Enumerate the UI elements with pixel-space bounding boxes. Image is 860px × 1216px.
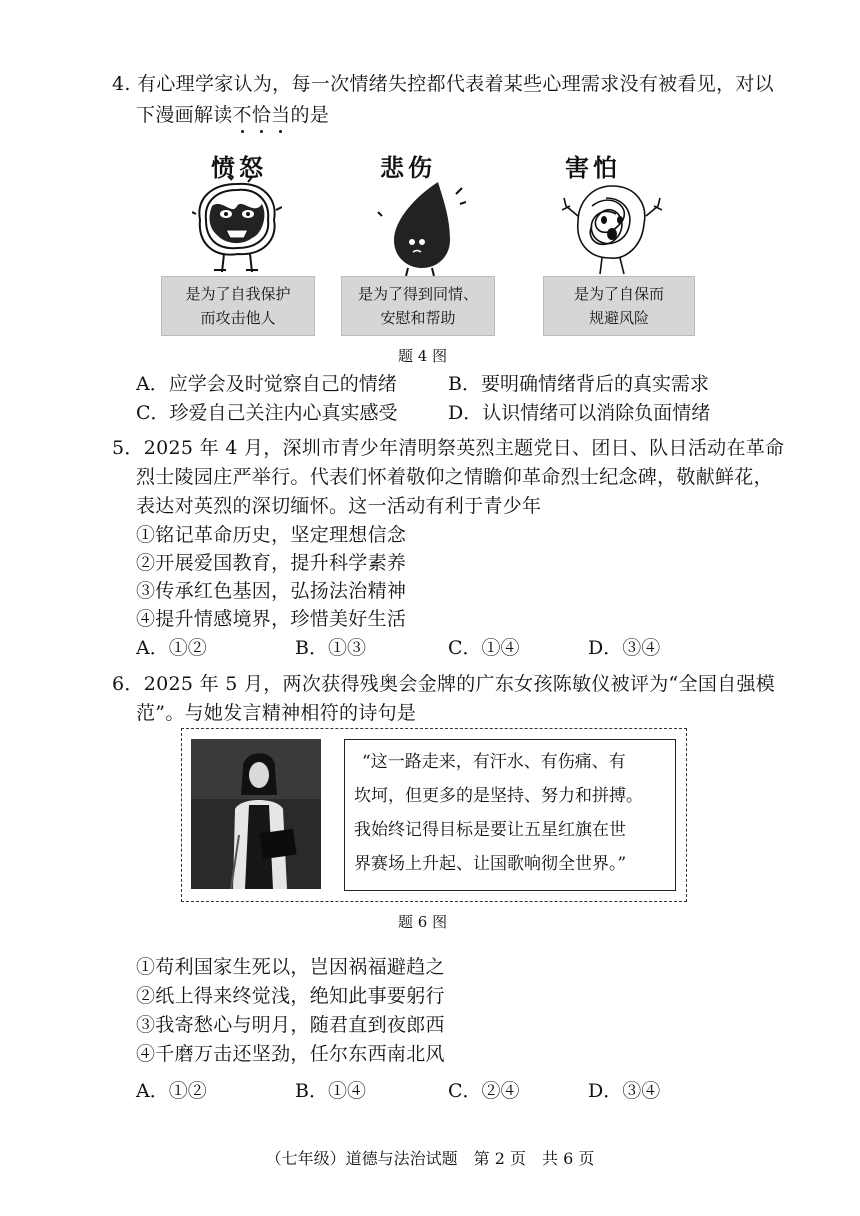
fear-title: 害怕 (565, 154, 621, 182)
q4-option-d[interactable]: D．认识情绪可以消除负面情绪 (448, 402, 711, 424)
fear-caption-line2: 规避风险 (588, 309, 649, 327)
q5-stem-line2: 烈士陵园庄严举行。代表们怀着敬仰之情瞻仰革命烈士纪念碑，敬献鲜花， (136, 466, 773, 488)
q5-item-3: ③传承红色基因，弘扬法治精神 (136, 580, 407, 602)
sadness-caption-line1: 是为了得到同情、 (357, 285, 478, 303)
q4-emph-char: 当 (271, 104, 290, 126)
q6-item-3: ③我寄愁心与明月，随君直到夜郎西 (136, 1014, 445, 1036)
quote-line-4: 界赛场上升起、让国歌响彻全世界。” (354, 854, 627, 874)
q4-option-b[interactable]: B．要明确情绪背后的真实需求 (448, 373, 709, 395)
q4-stem-pre: 下漫画解读 (136, 104, 233, 126)
q4-stem-post: 的是 (290, 104, 330, 126)
page-footer: （七年级）道德与法治试题 第 2 页 共 6 页 (265, 1149, 595, 1168)
q4-emph-char: 不 (233, 104, 252, 126)
q4-emph-char: 恰 (252, 104, 271, 126)
q5-stem-line3: 表达对英烈的深切缅怀。这一活动有利于青少年 (136, 495, 542, 517)
q4-figure-label: 题 4 图 (398, 347, 448, 365)
sadness-cartoon-icon (376, 176, 466, 276)
sadness-title: 悲伤 (380, 154, 436, 182)
anger-caption (161, 276, 315, 336)
q6-item-4: ④千磨万击还坚劲，任尔东西南北风 (136, 1043, 445, 1065)
q6-figure-label: 题 6 图 (398, 913, 448, 931)
q6-stem-line2: 范”。与她发言精神相符的诗句是 (136, 702, 417, 724)
q5-option-a[interactable]: A．①② (136, 637, 207, 659)
anger-caption-line1: 是为了自我保护 (185, 285, 291, 303)
q5-item-1: ①铭记革命历史，坚定理想信念 (136, 524, 407, 546)
fear-cartoon-icon (562, 176, 662, 276)
q5-stem-line1: 5．2025 年 4 月，深圳市青少年清明祭英烈主题党日、团日、队日活动在革命 (112, 437, 785, 459)
q6-item-1: ①苟利国家生死以，岂因祸福避趋之 (136, 956, 445, 978)
q5-option-b[interactable]: B．①③ (295, 637, 366, 659)
speaker-photo (191, 739, 321, 889)
q4-stem-line1: 4. 有心理学家认为，每一次情绪失控都代表着某些心理需求没有被看见，对以 (112, 73, 774, 95)
fear-caption-line1: 是为了自保而 (573, 285, 664, 303)
sadness-caption-line2: 安慰和帮助 (380, 309, 456, 327)
q4-option-c[interactable]: C．珍爱自己关注内心真实感受 (136, 402, 398, 424)
anger-title: 愤怒 (211, 154, 267, 182)
quote-line-3: 我始终记得目标是要让五星红旗在世 (354, 820, 626, 840)
q6-stem-line1: 6．2025 年 5 月，两次获得残奥会金牌的广东女孩陈敏仪被评为“全国自强模 (112, 673, 776, 695)
q6-option-a[interactable]: A．①② (136, 1080, 207, 1102)
q4-stem-line2 (136, 102, 329, 128)
quote-line-1: “这一路走来，有汗水、有伤痛、有 (362, 752, 626, 772)
q6-option-d[interactable]: D．③④ (588, 1080, 661, 1102)
q6-item-2: ②纸上得来终觉浅，绝知此事要躬行 (136, 985, 445, 1007)
anger-caption-line2: 而攻击他人 (200, 309, 276, 327)
q4-option-a[interactable]: A．应学会及时觉察自己的情绪 (136, 373, 397, 395)
q5-item-2: ②开展爱国教育，提升科学素养 (136, 552, 407, 574)
q6-option-c[interactable]: C．②④ (448, 1080, 520, 1102)
quote-line-2: 坎坷，但更多的是坚持、努力和拼搏。 (354, 786, 643, 806)
fear-caption (543, 276, 695, 336)
q5-item-4: ④提升情感境界，珍惜美好生活 (136, 608, 407, 630)
q5-option-d[interactable]: D．③④ (588, 637, 661, 659)
sadness-caption (341, 276, 495, 336)
q5-option-c[interactable]: C．①④ (448, 637, 520, 659)
anger-cartoon-icon (192, 176, 282, 276)
q6-option-b[interactable]: B．①④ (295, 1080, 366, 1102)
